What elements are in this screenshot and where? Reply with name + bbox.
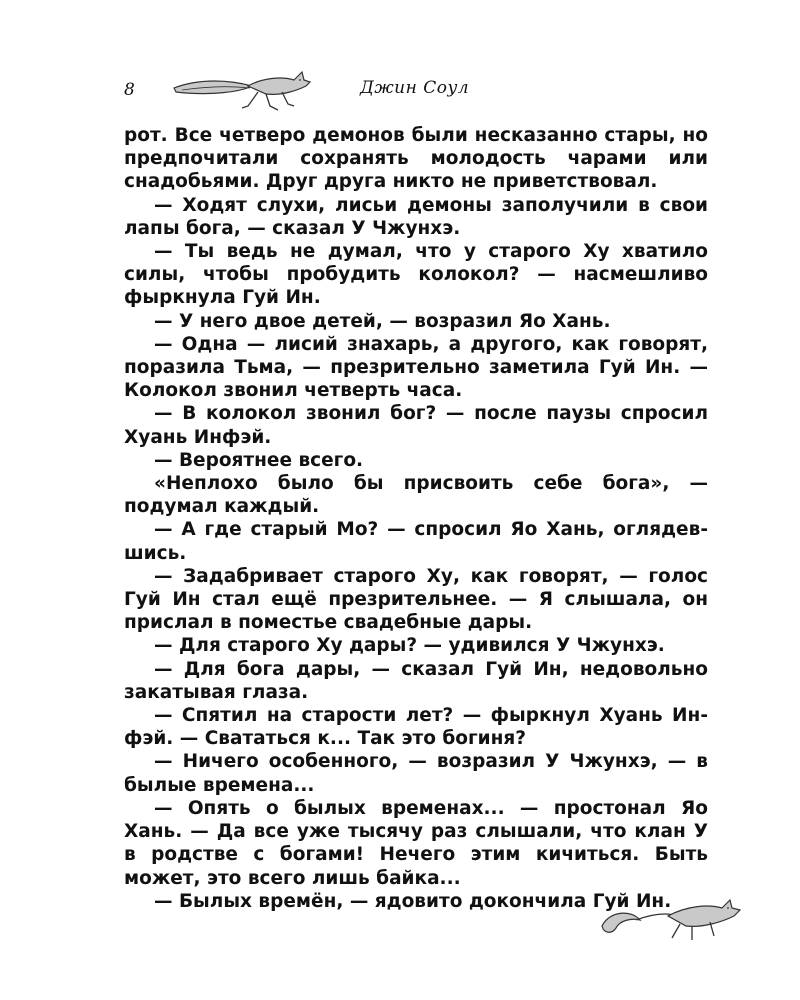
paragraph: рот. Все четверо демонов были несказанно стары, но предпочитали сохранять молодость чарами или снадобьями. Друг друга никто не приветствовал. (124, 125, 708, 193)
paragraph: «Неплохо было бы присвоить себе бога», — подумал каждый. (124, 473, 708, 518)
page-number: 8 (124, 80, 135, 100)
paragraph: — В колокол звонил бог? — после паузы спросил Хуань Инфэй. (124, 403, 708, 448)
paragraph: — Ходят слухи, лисьи демоны заполучили в свои лапы бога, — сказал У Чжунхэ. (124, 194, 708, 239)
paragraph: — У него двое детей, — возразил Яо Хань. (154, 310, 611, 332)
paragraph: — Задабривает старого Ху, как говорят, — голос Гуй Ин стал ещё презрительнее. — Я слышала, он прислал в поместье свадебные дары. (124, 565, 708, 634)
author-name: Джин Соул (360, 78, 470, 98)
paragraph: — Ты ведь не думал, что у старого Ху хватило силы, чтобы пробудить колокол? — насмешливо фыркнула Гуй Ин. (124, 241, 708, 309)
paragraph: — А где старый Мо? — спросил Яо Хань, оглядевшись. (124, 519, 708, 564)
paragraph: — Для бога дары, — сказал Гуй Ин, недовольно закатывая глаза. (124, 658, 708, 703)
paragraph: — Для старого Ху дары? — удивился У Чжунхэ. (154, 635, 665, 657)
running-header (120, 66, 700, 116)
fox-ornament-icon (170, 66, 320, 114)
fox-ornament-icon (596, 896, 746, 944)
body-text (124, 124, 708, 913)
paragraph: — Одна — лисий знахарь, а другого, как говорят, поразила Тьма, — презрительно заметила Гуй Ин. — Колокол звонил четверть часа. (124, 333, 708, 402)
paragraph: — Былых времён, — ядовито докончила Гуй Ин. (154, 890, 672, 912)
paragraph: — Опять о былых временах... — простонал Яо Хань. — Да все уже тысячу раз слышали, что клан У в родстве с богами! Нечего этим кичиться. Быть может, это всего лишь байка... (124, 797, 708, 889)
paragraph: — Спятил на старости лет? — фыркнул Хуань Инфэй. — Свататься к... Так это богиня? (124, 705, 708, 750)
paragraph: — Вероятнее всего. (154, 449, 364, 471)
paragraph: — Ничего особенного, — возразил У Чжунхэ, — в былые времена... (124, 751, 708, 796)
